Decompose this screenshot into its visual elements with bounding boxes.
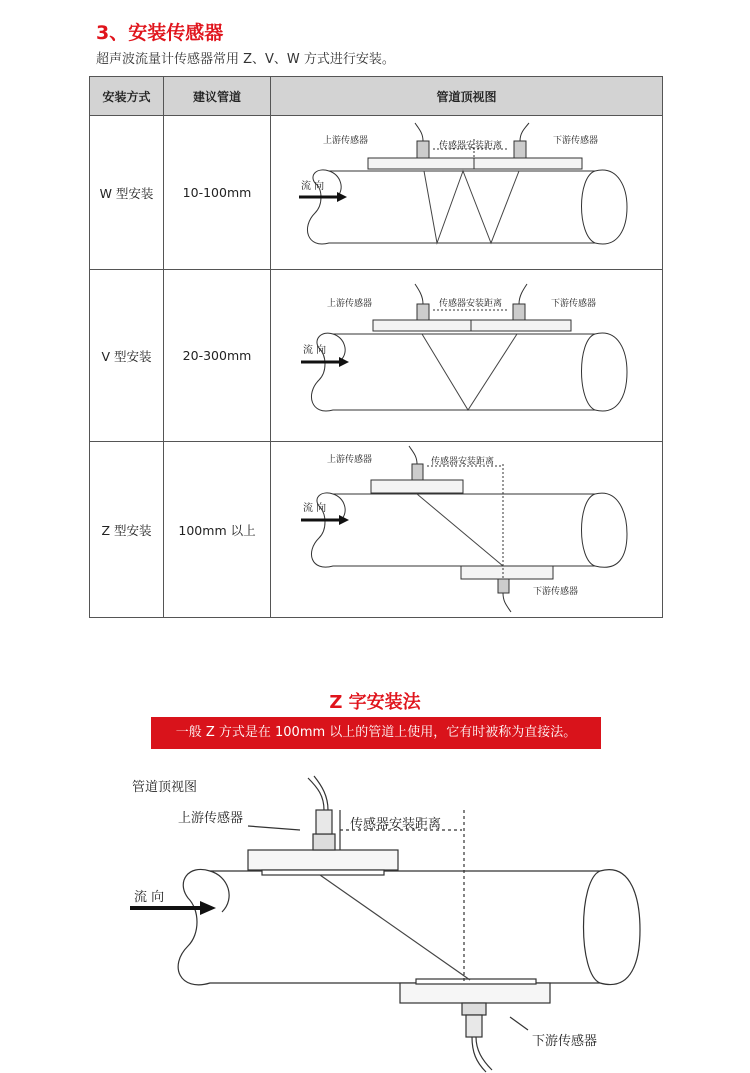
header-method: 安装方式 — [90, 77, 164, 116]
view-cell — [271, 116, 663, 270]
w-install-diagram — [277, 119, 657, 267]
upstream-label: 上游传感器 — [326, 298, 372, 309]
header-view: 管道顶视图 — [271, 77, 663, 116]
section-title: 3、安装传感器 — [96, 22, 224, 44]
flow-label: 流 向 — [302, 344, 326, 356]
downstream-label: 下游传感器 — [550, 298, 596, 309]
upstream-label: 上游传感器 — [322, 135, 368, 146]
method-cell: V 型安装 — [90, 270, 164, 442]
downstream-label: 下游传感器 — [532, 586, 578, 597]
distance-label: 传感器安装距离 — [438, 298, 502, 309]
table-header-row — [90, 77, 663, 116]
table-row — [90, 442, 663, 618]
distance-label: 传感器安装距离 — [430, 456, 494, 467]
flow-label: 流 向 — [302, 502, 326, 514]
view-cell — [271, 442, 663, 618]
pipe-cell: 100mm 以上 — [164, 442, 271, 618]
downstream-label: 下游传感器 — [532, 1034, 598, 1049]
header-pipe: 建议管道 — [164, 77, 271, 116]
flow-label: 流 向 — [134, 890, 165, 905]
distance-label: 传感器安装距离 — [350, 817, 442, 832]
z-method-banner: 一般 Z 方式是在 100mm 以上的管道上使用，它有时被称为直接法。 — [151, 717, 601, 749]
pipe-cell: 20-300mm — [164, 270, 271, 442]
view-cell — [271, 270, 663, 442]
pipe-cell: 10-100mm — [164, 116, 271, 270]
method-cell: Z 型安装 — [90, 442, 164, 618]
distance-label: 传感器安装距离 — [438, 140, 502, 151]
view-label: 管道顶视图 — [132, 780, 198, 795]
flow-label: 流 向 — [300, 180, 324, 192]
method-cell: W 型安装 — [90, 116, 164, 270]
z-method-diagram — [0, 770, 750, 1073]
installation-table — [89, 76, 663, 618]
upstream-label: 上游传感器 — [326, 454, 372, 465]
section-subtitle: 超声波流量计传感器常用 Z、V、W 方式进行安装。 — [96, 52, 395, 67]
downstream-label: 下游传感器 — [552, 135, 598, 146]
z-method-title: Z 字安装法 — [329, 692, 421, 713]
z-install-diagram — [277, 444, 657, 616]
table-row — [90, 270, 663, 442]
v-install-diagram — [277, 276, 657, 436]
table-row — [90, 116, 663, 270]
upstream-label: 上游传感器 — [178, 811, 244, 826]
